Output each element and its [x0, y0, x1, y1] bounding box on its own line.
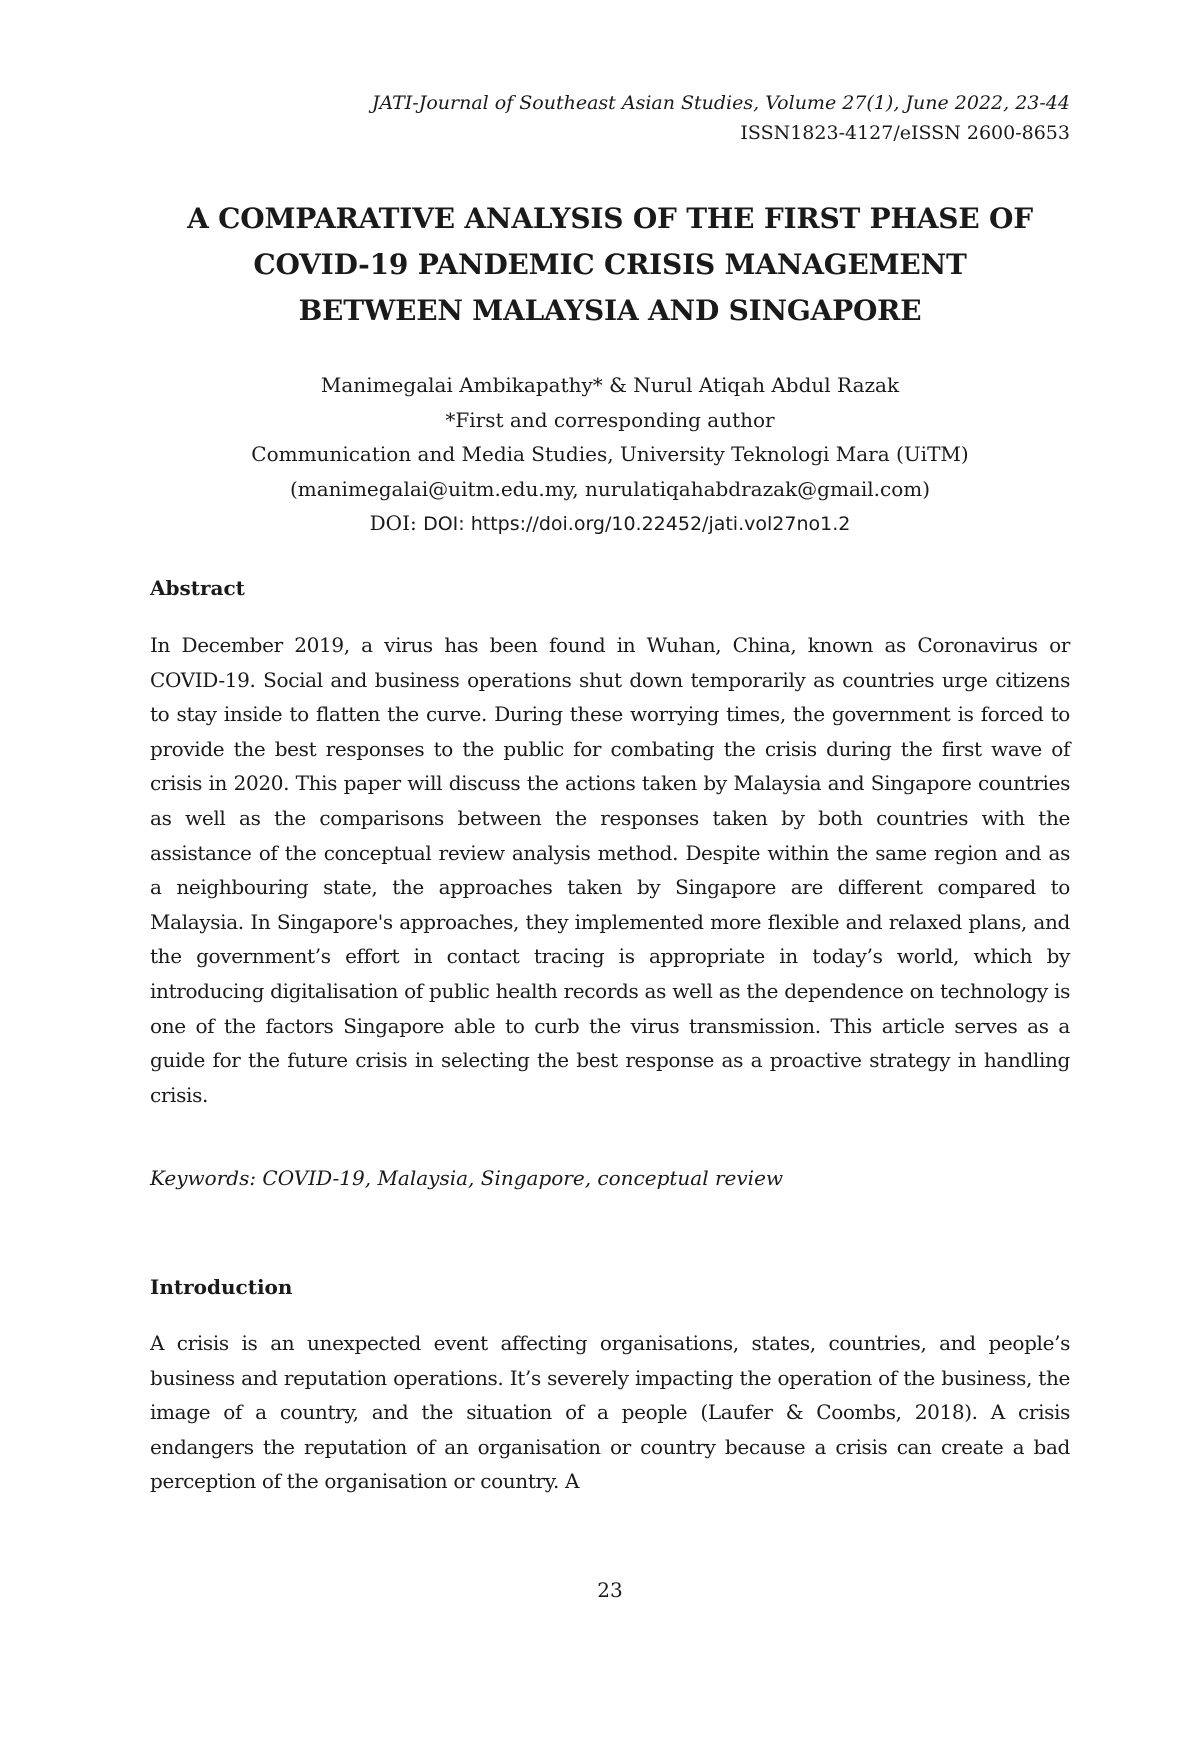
authors-block: [150, 368, 1070, 542]
journal-header: [372, 88, 1070, 148]
page-number: 23: [597, 1578, 623, 1602]
author-names: Manimegalai Ambikapathy* & Nurul Atiqah Abdul Razak: [320, 373, 900, 397]
keywords: Keywords: COVID-19, Malaysia, Singapore, conceptual review: [150, 1166, 784, 1190]
author-emails[interactable]: (manimegalai@uitm.edu.my, nurulatiqahabdrazak@gmail.com): [289, 476, 931, 501]
author-affiliation: Communication and Media Studies, University Teknologi Mara (UiTM): [251, 442, 969, 466]
doi-link[interactable]: DOI: https://doi.org/10.22452/jati.vol27no1.2: [423, 513, 851, 535]
doi-line: [150, 506, 1070, 542]
paper-page: [150, 0, 1070, 1751]
introduction-heading: Introduction: [150, 1275, 293, 1299]
title-line-2: COVID-19 PANDEMIC CRISIS MANAGEMENT: [253, 248, 967, 281]
corresponding-author-note: *First and corresponding author: [445, 407, 775, 432]
title-line-3: BETWEEN MALAYSIA AND SINGAPORE: [298, 294, 922, 327]
abstract-text: In December 2019, a virus has been found in Wuhan, China, known as Coronavirus or COVID-19. Social and business operations shut down temporarily as countries urge citizens to stay inside to flatten the curve. During these worrying times, the government is forced to provide the best responses to the public for combating the crisis during the first wave of crisis in 2020. This paper will discuss the actions taken by Malaysia and Singapore countries as well as the comparisons between the responses taken by both countries with the assistance of the conceptual review analysis method. Despite within the same region and as a neighbouring state, the approaches taken by Singapore are different compared to Malaysia. In Singapore's approaches, they implemented more flexible and relaxed plans, and the government’s effort in contact tracing is appropriate in today’s world, which by introducing digitalisation of public health records as well as the dependence on technology is one of the factors Singapore able to curb the virus transmission. This article serves as a guide for the future crisis in selecting the best response as a proactive strategy in handling crisis.: [150, 633, 1070, 1107]
title-line-1: A COMPARATIVE ANALYSIS OF THE FIRST PHASE OF: [187, 202, 1033, 235]
abstract-heading: Abstract: [150, 576, 245, 600]
issn-line: ISSN1823-4127/eISSN 2600-8653: [740, 122, 1070, 144]
paper-title: [150, 196, 1070, 334]
doi-label: DOI:: [369, 511, 417, 535]
journal-citation: JATI-Journal of Southeast Asian Studies, Volume 27(1), June 2022, 23-44: [371, 92, 1070, 114]
introduction-text: A crisis is an unexpected event affecting organisations, states, countries, and people’s business and reputation operations. It’s severely impacting the operation of the business, the image of a country, and the situation of a people (Laufer & Coombs, 2018). A crisis endangers the reputation of an organisation or country because a crisis can create a bad perception of the organisation or country. A: [150, 1331, 1070, 1494]
